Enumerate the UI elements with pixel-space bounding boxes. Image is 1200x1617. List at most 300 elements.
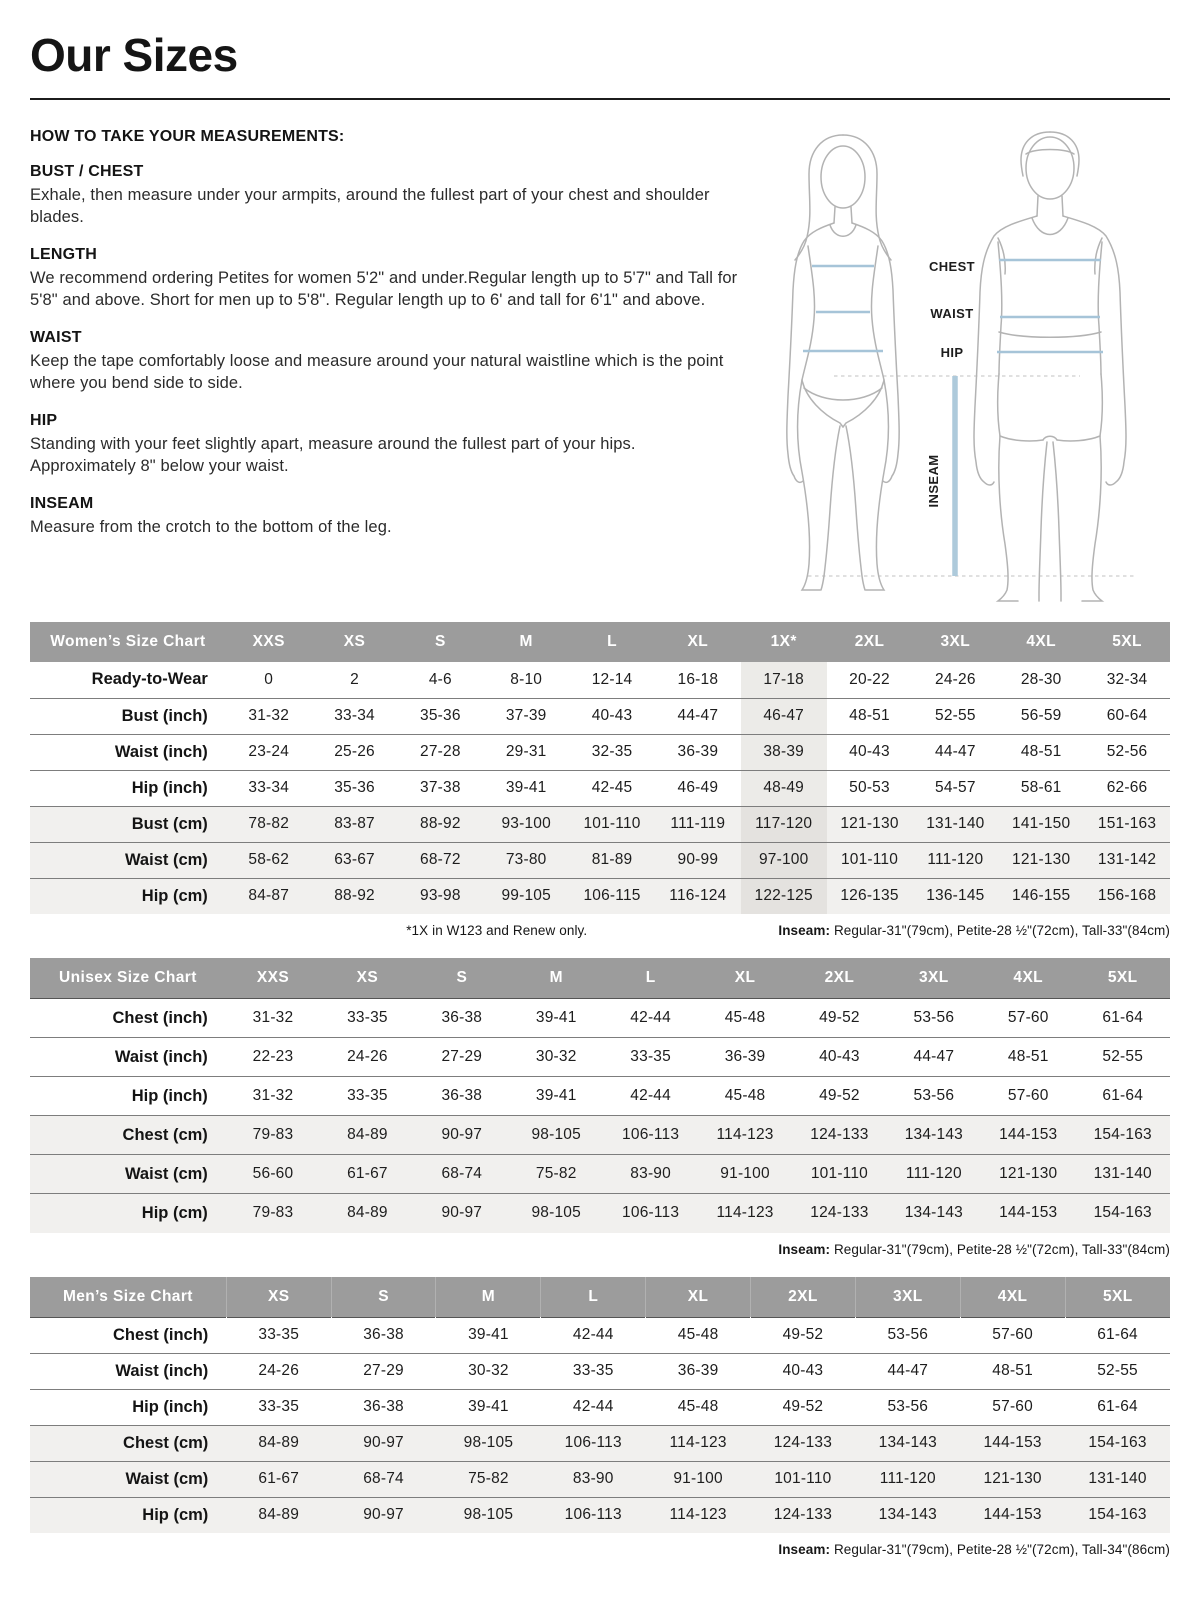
chart-title: Women’s Size Chart: [30, 622, 226, 662]
instructions-heading: HOW TO TAKE YOUR MEASUREMENTS:: [30, 128, 345, 145]
row-label: Bust (cm): [131, 814, 208, 833]
instruction-sections: [30, 163, 740, 538]
table-row: [30, 1353, 1170, 1389]
size-value-cell: 49-52: [782, 1398, 824, 1415]
size-value-cell: 121-130: [983, 1470, 1042, 1487]
size-value-cell: 131-142: [1097, 851, 1157, 868]
size-value-cell: 40-43: [782, 1362, 824, 1379]
size-column-header: 3XL: [887, 958, 981, 999]
size-value-cell: 124-133: [773, 1506, 833, 1524]
size-value-cell: 32-34: [1106, 670, 1148, 688]
table-row: [30, 1194, 1170, 1233]
size-value-cell: 42-45: [591, 779, 633, 796]
row-label: Ready-to-Wear: [91, 670, 208, 689]
size-column-header: XL: [655, 622, 741, 662]
size-value-cell: 42-44: [572, 1326, 614, 1343]
footnote-inseam: Inseam: Regular-31"(79cm), Petite-28 ½"(72cm), Tall-33"(84cm): [778, 1241, 1170, 1257]
size-value-cell: 27-29: [363, 1362, 404, 1379]
size-value-cell: 44-47: [913, 1048, 955, 1065]
size-value-cell: 35-36: [420, 707, 461, 724]
size-column-header: 5XL: [1065, 1277, 1170, 1318]
size-value-cell: 154-163: [1093, 1126, 1152, 1143]
size-column-header: XL: [646, 1277, 751, 1318]
size-value-cell: 91-100: [673, 1470, 723, 1487]
size-value-cell: 79-83: [252, 1204, 294, 1222]
size-value-cell: 27-28: [420, 743, 461, 760]
size-value-cell: 98-105: [463, 1434, 514, 1451]
section-text: We recommend ordering Petites for women 5'2" and under.Regular length up to 5'7" and Tall for 5'8" and above. Short for men up to 5'8". Regular length up to 6' and tall for 6'1" and above.: [30, 268, 738, 309]
size-value-cell: 31-32: [252, 1009, 294, 1026]
size-value-cell: 90-99: [677, 851, 719, 868]
row-label: Hip (cm): [141, 1203, 208, 1222]
size-value-cell: 131-140: [1093, 1165, 1152, 1182]
size-column-header: 4XL: [998, 622, 1084, 662]
size-column-header: XS: [320, 958, 414, 999]
footnote-inseam: Inseam: Regular-31"(79cm), Petite-28 ½"(72cm), Tall-33"(84cm): [778, 923, 1170, 938]
size-value-cell: 61-64: [1097, 1326, 1138, 1343]
row-label: Hip (inch): [132, 1397, 209, 1416]
size-value-cell: 98-105: [463, 1506, 514, 1524]
size-value-cell: 20-22: [849, 670, 890, 688]
size-value-cell: 54-57: [935, 779, 976, 796]
size-value-cell: 79-83: [252, 1126, 294, 1143]
female-figure: [787, 135, 899, 590]
size-value-cell: 53-56: [913, 1009, 955, 1026]
instruction-section: [30, 329, 740, 395]
footnote-1x-note: *1X in W123 and Renew only.: [406, 923, 588, 938]
size-column-header: 3XL: [912, 622, 998, 662]
size-column-header: 2XL: [792, 958, 886, 999]
size-value-cell: 126-135: [840, 887, 899, 905]
size-value-cell: 33-35: [630, 1048, 671, 1065]
measurement-instructions: [30, 124, 750, 538]
size-column-header: 5XL: [1084, 622, 1170, 662]
size-value-cell: 50-53: [849, 779, 890, 796]
table-row: [30, 806, 1170, 842]
size-value-cell: 36-39: [677, 743, 719, 760]
size-value-cell: 49-52: [782, 1326, 824, 1343]
size-value-cell: 12-14: [591, 670, 633, 688]
size-value-cell: 154-163: [1093, 1204, 1152, 1222]
size-column-header: L: [603, 958, 697, 999]
size-value-cell: 46-49: [677, 779, 719, 796]
table-row: [30, 698, 1170, 734]
size-value-cell: 8-10: [510, 670, 543, 688]
size-value-cell: 57-60: [992, 1326, 1033, 1343]
size-value-cell: 42-44: [630, 1009, 671, 1026]
row-label: Waist (cm): [125, 1469, 209, 1488]
size-value-cell: 84-87: [248, 887, 290, 905]
size-column-header: 4XL: [981, 958, 1075, 999]
size-value-cell: 117-120: [741, 806, 827, 842]
size-value-cell: 134-143: [904, 1204, 963, 1222]
size-column-header: 2XL: [751, 1277, 856, 1318]
chart-title: Men’s Size Chart: [30, 1277, 226, 1318]
size-value-cell: 33-35: [258, 1398, 300, 1415]
size-value-cell: 124-133: [810, 1204, 869, 1222]
section-text: Measure from the crotch to the bottom of the leg.: [30, 517, 392, 536]
size-value-cell: 131-140: [1088, 1470, 1147, 1487]
section-text: Keep the tape comfortably loose and measure around your natural waistline which is the point where you bend side to side.: [30, 351, 724, 392]
size-column-header: 4XL: [960, 1277, 1065, 1318]
size-value-cell: 144-153: [999, 1204, 1058, 1222]
size-value-cell: 33-35: [258, 1326, 300, 1343]
size-value-cell: 91-100: [720, 1165, 770, 1182]
size-value-cell: 52-55: [1102, 1048, 1144, 1065]
size-value-cell: 23-24: [248, 743, 290, 760]
size-value-cell: 101-110: [774, 1470, 832, 1487]
size-value-cell: 53-56: [887, 1326, 929, 1343]
size-value-cell: 83-90: [572, 1470, 614, 1487]
size-value-cell: 42-44: [630, 1087, 671, 1104]
size-value-cell: 58-61: [1020, 779, 1062, 796]
waist-label: WAIST: [930, 306, 974, 321]
size-value-cell: 24-26: [258, 1362, 300, 1379]
row-label: Chest (cm): [122, 1125, 208, 1144]
size-column-header: XL: [698, 958, 792, 999]
size-value-cell: 68-72: [420, 851, 461, 868]
table-row: [30, 1425, 1170, 1461]
chart-title: Unisex Size Chart: [30, 958, 226, 999]
size-value-cell: 45-48: [724, 1087, 766, 1104]
table-row: [30, 878, 1170, 914]
size-value-cell: 61-64: [1097, 1398, 1138, 1415]
section-label: LENGTH: [30, 245, 97, 263]
size-value-cell: 111-120: [927, 851, 984, 868]
size-value-cell: 84-89: [347, 1126, 388, 1143]
size-value-cell: 122-125: [741, 878, 827, 914]
row-label: Waist (cm): [124, 850, 208, 869]
size-value-cell: 39-41: [535, 1087, 577, 1104]
size-value-cell: 4-6: [428, 670, 452, 688]
size-value-cell: 40-43: [819, 1048, 860, 1065]
size-value-cell: 58-62: [248, 851, 290, 868]
size-value-cell: 144-153: [983, 1434, 1042, 1451]
size-value-cell: 44-47: [887, 1362, 929, 1379]
size-value-cell: 156-168: [1097, 887, 1157, 905]
size-value-cell: 45-48: [724, 1009, 766, 1026]
size-value-cell: 136-145: [926, 887, 985, 905]
size-value-cell: 90-97: [363, 1434, 404, 1451]
size-value-cell: 88-92: [334, 887, 375, 905]
size-value-cell: 98-105: [531, 1204, 581, 1222]
size-value-cell: 53-56: [887, 1398, 929, 1415]
title-divider: [30, 98, 1170, 100]
size-value-cell: 61-67: [347, 1165, 388, 1182]
size-value-cell: 111-119: [670, 815, 726, 832]
size-value-cell: 49-52: [819, 1009, 860, 1026]
size-table: [30, 1277, 1170, 1534]
chest-label: CHEST: [928, 259, 976, 274]
size-value-cell: 154-163: [1088, 1506, 1147, 1524]
size-value-cell: 134-143: [878, 1506, 937, 1524]
size-value-cell: 31-32: [252, 1087, 294, 1104]
figures-illustration: [750, 124, 1170, 604]
row-label: Chest (inch): [112, 1325, 209, 1344]
size-value-cell: 98-105: [531, 1126, 581, 1143]
size-value-cell: 93-100: [501, 815, 551, 832]
size-value-cell: 57-60: [992, 1398, 1033, 1415]
size-column-header: XS: [226, 1277, 331, 1318]
size-column-header: XS: [312, 622, 398, 662]
size-value-cell: 48-51: [849, 707, 890, 724]
size-value-cell: 24-26: [347, 1048, 388, 1065]
row-label: Hip (inch): [131, 1086, 208, 1105]
size-column-header: M: [436, 1277, 541, 1318]
table-row: [30, 662, 1170, 698]
table-footnote: [30, 923, 1170, 938]
size-value-cell: 60-64: [1106, 707, 1148, 724]
size-value-cell: 57-60: [1007, 1009, 1049, 1026]
size-chart-block: [30, 1277, 1170, 1558]
size-value-cell: 141-150: [1012, 815, 1071, 832]
table-row: [30, 1116, 1170, 1155]
section-label: HIP: [30, 411, 58, 429]
size-value-cell: 33-35: [347, 1009, 388, 1026]
size-column-header: 3XL: [855, 1277, 960, 1318]
size-value-cell: 25-26: [334, 743, 375, 760]
size-value-cell: 99-105: [501, 887, 551, 905]
size-value-cell: 46-47: [741, 698, 827, 734]
footnote-inseam: Inseam: Regular-31"(79cm), Petite-28 ½"(72cm), Tall-34"(86cm): [778, 1542, 1170, 1557]
size-value-cell: 22-23: [252, 1048, 294, 1065]
row-label: Bust (inch): [121, 706, 208, 725]
size-value-cell: 106-115: [583, 887, 641, 905]
size-value-cell: 35-36: [334, 779, 375, 796]
size-value-cell: 61-64: [1102, 1087, 1144, 1104]
size-value-cell: 0: [264, 670, 274, 688]
size-value-cell: 90-97: [363, 1506, 404, 1524]
size-value-cell: 75-82: [535, 1165, 577, 1182]
size-value-cell: 39-41: [535, 1009, 577, 1026]
size-value-cell: 84-89: [258, 1506, 300, 1524]
section-label: INSEAM: [30, 494, 94, 512]
inseam-label: INSEAM: [926, 454, 941, 508]
size-value-cell: 53-56: [913, 1087, 955, 1104]
size-value-cell: 48-51: [992, 1362, 1033, 1379]
table-row: [30, 770, 1170, 806]
row-label: Chest (inch): [112, 1008, 208, 1027]
row-label: Waist (inch): [114, 1047, 208, 1066]
size-value-cell: 121-130: [999, 1165, 1058, 1182]
size-column-header: XXS: [226, 622, 312, 662]
size-value-cell: 83-90: [630, 1165, 671, 1182]
size-value-cell: 63-67: [334, 851, 375, 868]
size-value-cell: 38-39: [741, 734, 827, 770]
size-chart-block: [30, 958, 1170, 1257]
size-value-cell: 30-32: [468, 1362, 509, 1379]
hip-label: HIP: [940, 345, 964, 360]
size-value-cell: 124-133: [773, 1434, 833, 1451]
section-text: Exhale, then measure under your armpits, around the fullest part of your chest and shoulder blades.: [30, 186, 710, 226]
size-value-cell: 93-98: [420, 887, 461, 905]
size-charts: [30, 622, 1170, 1557]
size-value-cell: 101-110: [583, 815, 641, 832]
size-value-cell: 36-38: [441, 1009, 483, 1026]
size-value-cell: 121-130: [1012, 851, 1071, 868]
size-value-cell: 61-67: [258, 1470, 300, 1487]
size-value-cell: 56-60: [252, 1165, 294, 1182]
size-value-cell: 29-31: [505, 743, 547, 760]
size-column-header: L: [569, 622, 655, 662]
size-value-cell: 101-110: [810, 1165, 868, 1182]
size-value-cell: 57-60: [1007, 1087, 1049, 1104]
size-value-cell: 62-66: [1106, 779, 1148, 796]
table-row: [30, 1389, 1170, 1425]
male-figure: [974, 132, 1126, 601]
size-value-cell: 114-123: [716, 1126, 774, 1143]
size-value-cell: 90-97: [441, 1126, 483, 1143]
size-value-cell: 134-143: [904, 1126, 963, 1143]
instruction-section: [30, 495, 740, 539]
size-value-cell: 36-39: [677, 1362, 719, 1379]
table-row: [30, 1317, 1170, 1353]
size-value-cell: 40-43: [849, 743, 890, 760]
size-value-cell: 144-153: [999, 1126, 1058, 1143]
row-label: Waist (inch): [114, 742, 208, 761]
size-value-cell: 39-41: [468, 1326, 509, 1343]
row-label: Hip (cm): [142, 1505, 209, 1524]
size-value-cell: 45-48: [677, 1398, 719, 1415]
size-value-cell: 131-140: [926, 815, 985, 832]
size-value-cell: 39-41: [505, 779, 547, 796]
size-value-cell: 36-38: [441, 1087, 483, 1104]
size-value-cell: 33-34: [334, 707, 375, 724]
size-column-header: 1X*: [741, 622, 827, 662]
size-value-cell: 146-155: [1012, 887, 1071, 905]
size-value-cell: 81-89: [591, 851, 633, 868]
measurement-guide-section: [30, 124, 1170, 610]
size-value-cell: 68-74: [441, 1165, 483, 1182]
row-label: Waist (inch): [115, 1361, 209, 1380]
size-value-cell: 134-143: [878, 1434, 937, 1451]
size-value-cell: 73-80: [505, 851, 547, 868]
instruction-section: [30, 412, 740, 478]
row-label: Hip (inch): [131, 778, 208, 797]
size-value-cell: 37-39: [505, 707, 547, 724]
size-value-cell: 36-39: [724, 1048, 766, 1065]
table-row: [30, 1461, 1170, 1497]
size-value-cell: 56-59: [1020, 707, 1062, 724]
size-value-cell: 106-113: [622, 1204, 680, 1222]
table-row: [30, 1497, 1170, 1533]
size-column-header: S: [397, 622, 483, 662]
size-value-cell: 52-55: [935, 707, 976, 724]
row-label: Chest (cm): [123, 1433, 209, 1452]
size-column-header: S: [415, 958, 509, 999]
size-value-cell: 2: [350, 670, 359, 688]
size-column-header: L: [541, 1277, 646, 1318]
size-value-cell: 111-120: [905, 1165, 962, 1182]
table-row: [30, 734, 1170, 770]
size-value-cell: 27-29: [441, 1048, 483, 1065]
size-value-cell: 28-30: [1020, 670, 1062, 688]
size-value-cell: 32-35: [591, 743, 633, 760]
size-value-cell: 40-43: [591, 707, 633, 724]
size-column-header: XXS: [226, 958, 320, 999]
size-column-header: M: [483, 622, 569, 662]
instruction-section: [30, 163, 740, 229]
size-value-cell: 49-52: [819, 1087, 860, 1104]
size-value-cell: 78-82: [248, 815, 290, 832]
size-value-cell: 52-56: [1106, 743, 1148, 760]
size-value-cell: 106-113: [622, 1126, 680, 1143]
size-value-cell: 48-49: [741, 770, 827, 806]
size-value-cell: 114-123: [669, 1434, 727, 1451]
size-value-cell: 48-51: [1020, 743, 1062, 760]
size-value-cell: 83-87: [334, 815, 375, 832]
size-value-cell: 45-48: [677, 1326, 719, 1343]
size-value-cell: 106-113: [564, 1434, 622, 1451]
size-value-cell: 151-163: [1097, 815, 1157, 832]
size-column-header: 5XL: [1075, 958, 1170, 999]
size-value-cell: 39-41: [468, 1398, 509, 1415]
size-value-cell: 33-35: [347, 1087, 388, 1104]
size-column-header: S: [331, 1277, 436, 1318]
size-value-cell: 106-113: [564, 1506, 622, 1524]
size-value-cell: 101-110: [840, 851, 899, 868]
size-chart-block: [30, 622, 1170, 938]
size-value-cell: 44-47: [935, 743, 976, 760]
size-value-cell: 30-32: [535, 1048, 577, 1065]
page-title: Our Sizes: [30, 29, 238, 81]
size-value-cell: 36-38: [363, 1326, 404, 1343]
size-value-cell: 33-34: [248, 779, 290, 796]
size-value-cell: 48-51: [1007, 1048, 1049, 1065]
size-value-cell: 90-97: [441, 1204, 483, 1222]
size-value-cell: 37-38: [420, 779, 461, 796]
size-value-cell: 97-100: [741, 842, 827, 878]
table-footnote: [30, 1242, 1170, 1257]
size-value-cell: 36-38: [363, 1398, 404, 1415]
size-column-header: M: [509, 958, 603, 999]
size-value-cell: 61-64: [1102, 1009, 1144, 1026]
row-label: Waist (cm): [124, 1164, 208, 1183]
size-value-cell: 68-74: [363, 1470, 404, 1487]
size-value-cell: 116-124: [669, 887, 727, 905]
table-row: [30, 1038, 1170, 1077]
size-column-header: 2XL: [827, 622, 913, 662]
size-table: [30, 622, 1170, 914]
size-value-cell: 16-18: [677, 670, 719, 688]
size-value-cell: 75-82: [468, 1470, 509, 1487]
table-row: [30, 842, 1170, 878]
size-value-cell: 31-32: [248, 707, 290, 724]
size-value-cell: 33-35: [572, 1362, 614, 1379]
size-value-cell: 114-123: [669, 1506, 727, 1524]
size-value-cell: 24-26: [935, 670, 976, 688]
size-value-cell: 88-92: [420, 815, 461, 832]
size-value-cell: 44-47: [677, 707, 719, 724]
instruction-section: [30, 246, 740, 312]
size-value-cell: 154-163: [1088, 1434, 1147, 1451]
size-value-cell: 84-89: [347, 1204, 388, 1222]
size-value-cell: 17-18: [741, 662, 827, 698]
size-value-cell: 111-120: [879, 1470, 936, 1487]
section-text: Standing with your feet slightly apart, measure around the fullest part of your hips. Approximately 8" below your waist.: [30, 434, 636, 475]
size-value-cell: 121-130: [840, 815, 899, 832]
size-value-cell: 52-55: [1097, 1362, 1138, 1379]
size-value-cell: 84-89: [258, 1434, 300, 1451]
section-label: WAIST: [30, 328, 82, 346]
table-footnote: [30, 1542, 1170, 1557]
size-table: [30, 958, 1170, 1233]
table-row: [30, 1155, 1170, 1194]
size-value-cell: 114-123: [716, 1204, 774, 1222]
size-value-cell: 124-133: [810, 1126, 869, 1143]
row-label: Hip (cm): [141, 886, 208, 905]
section-label: BUST / CHEST: [30, 163, 144, 180]
